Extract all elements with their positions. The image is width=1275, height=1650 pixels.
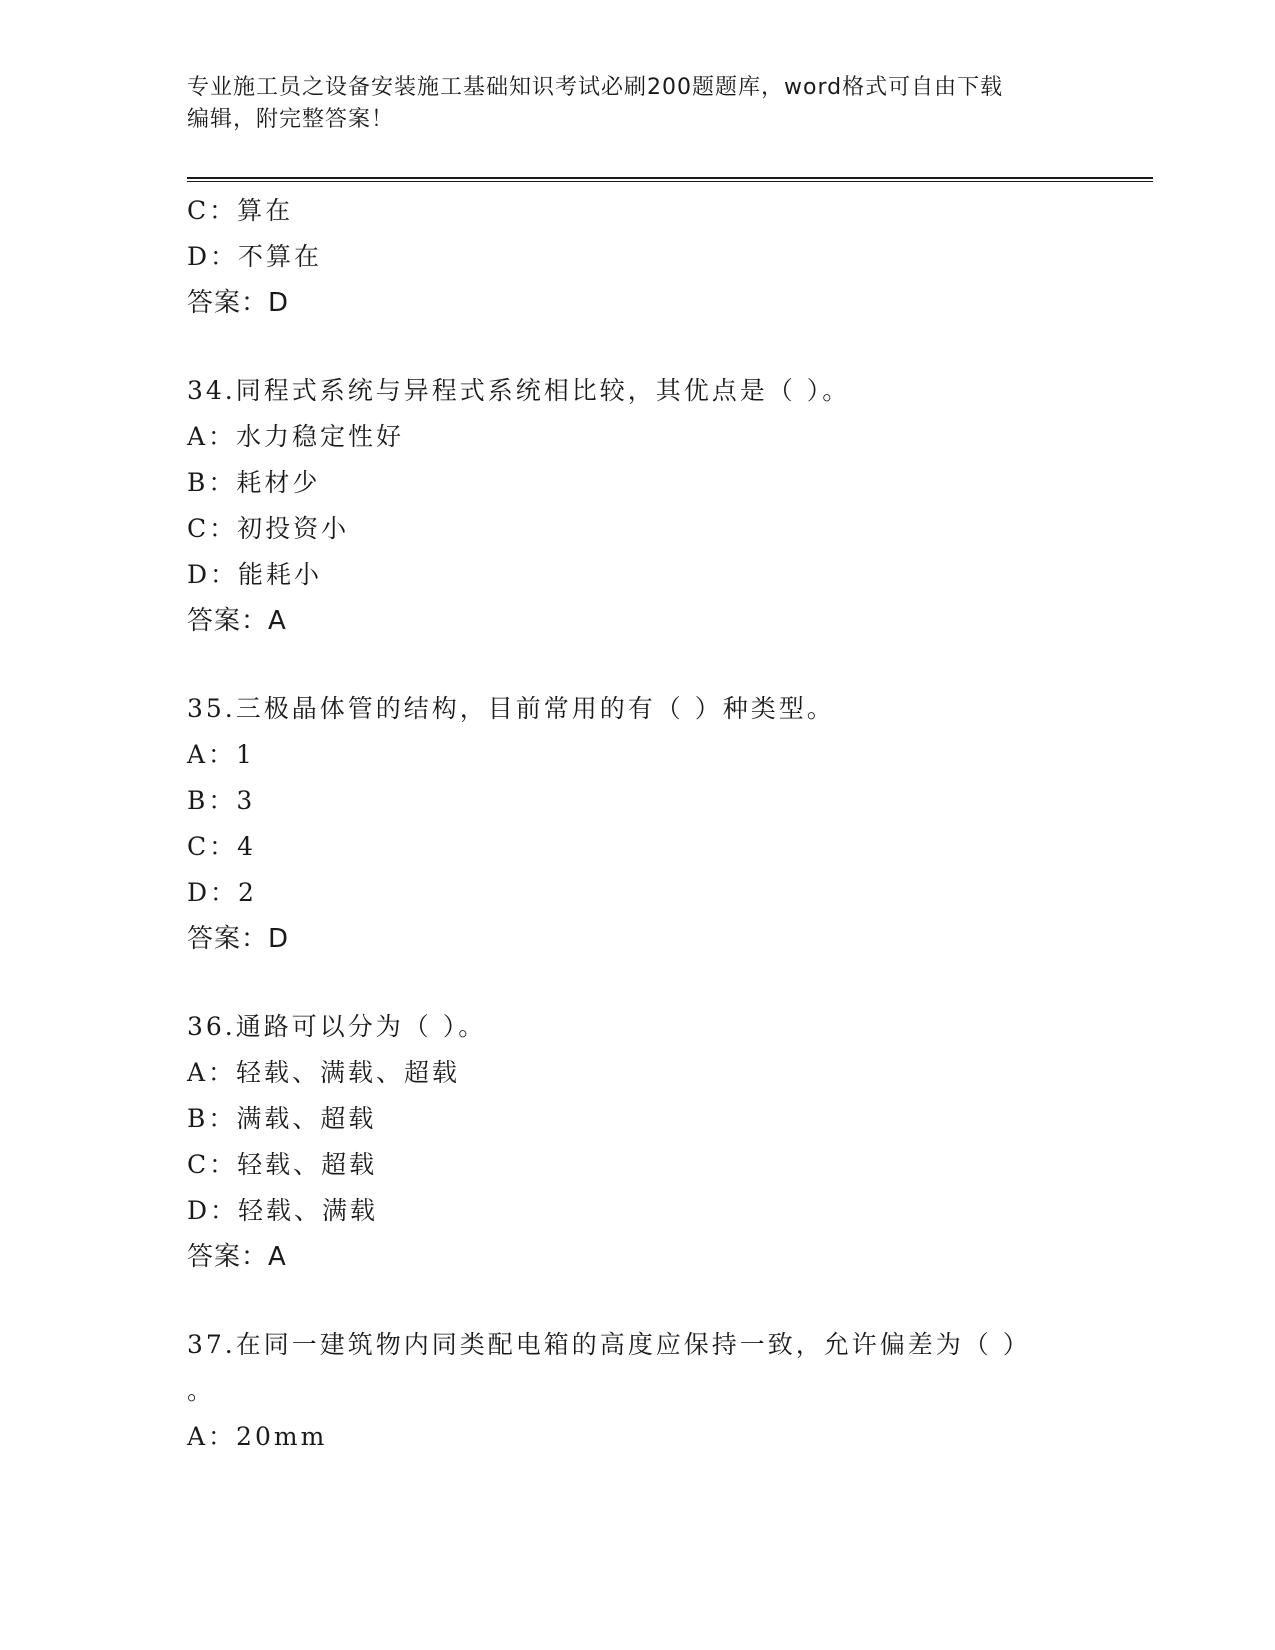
spacer bbox=[187, 962, 1087, 1004]
option-b: B：耗材少 bbox=[187, 468, 321, 497]
spacer bbox=[187, 1280, 1087, 1322]
header-divider bbox=[187, 177, 1153, 182]
option-a: A：1 bbox=[187, 740, 255, 769]
question-36 bbox=[187, 1004, 1087, 1280]
answer: 答案：D bbox=[187, 924, 290, 954]
header-line-1: 专业施工员之设备安装施工基础知识考试必刷200题题库，word格式可自由下载 bbox=[187, 75, 1004, 100]
option-a: A：20mm bbox=[187, 1422, 328, 1451]
option-d: D：轻载、满载 bbox=[187, 1196, 379, 1225]
question-34 bbox=[187, 368, 1087, 644]
option-c: C：初投资小 bbox=[187, 514, 350, 543]
question-title: 34.同程式系统与异程式系统相比较，其优点是（ ）。 bbox=[187, 376, 851, 405]
option-d: D：不算在 bbox=[187, 242, 323, 271]
question-title: 36.通路可以分为（ ）。 bbox=[187, 1012, 487, 1041]
answer: 答案：A bbox=[187, 606, 287, 636]
header-line-2: 编辑，附完整答案！ bbox=[187, 107, 395, 132]
spacer bbox=[187, 644, 1087, 686]
option-c: C：轻载、超载 bbox=[187, 1150, 378, 1179]
prev-question bbox=[187, 188, 1087, 326]
question-title-continuation: 。 bbox=[187, 1376, 216, 1405]
question-list bbox=[187, 188, 1087, 1460]
spacer bbox=[187, 326, 1087, 368]
option-b: B：3 bbox=[187, 786, 256, 815]
option-d: D：2 bbox=[187, 878, 257, 907]
option-c: C：4 bbox=[187, 832, 257, 861]
answer: 答案：D bbox=[187, 288, 290, 318]
option-a: A：水力稳定性好 bbox=[187, 422, 405, 451]
page-header bbox=[187, 72, 1087, 136]
question-title: 37.在同一建筑物内同类配电箱的高度应保持一致，允许偏差为（ ） bbox=[187, 1330, 1031, 1359]
option-a: A：轻载、满载、超载 bbox=[187, 1058, 461, 1087]
answer: 答案：A bbox=[187, 1242, 287, 1272]
option-d: D：能耗小 bbox=[187, 560, 323, 589]
question-35 bbox=[187, 686, 1087, 962]
question-37 bbox=[187, 1322, 1087, 1460]
option-b: B：满载、超载 bbox=[187, 1104, 377, 1133]
option-c: C：算在 bbox=[187, 196, 294, 225]
question-title: 35.三极晶体管的结构，目前常用的有（ ）种类型。 bbox=[187, 694, 835, 723]
